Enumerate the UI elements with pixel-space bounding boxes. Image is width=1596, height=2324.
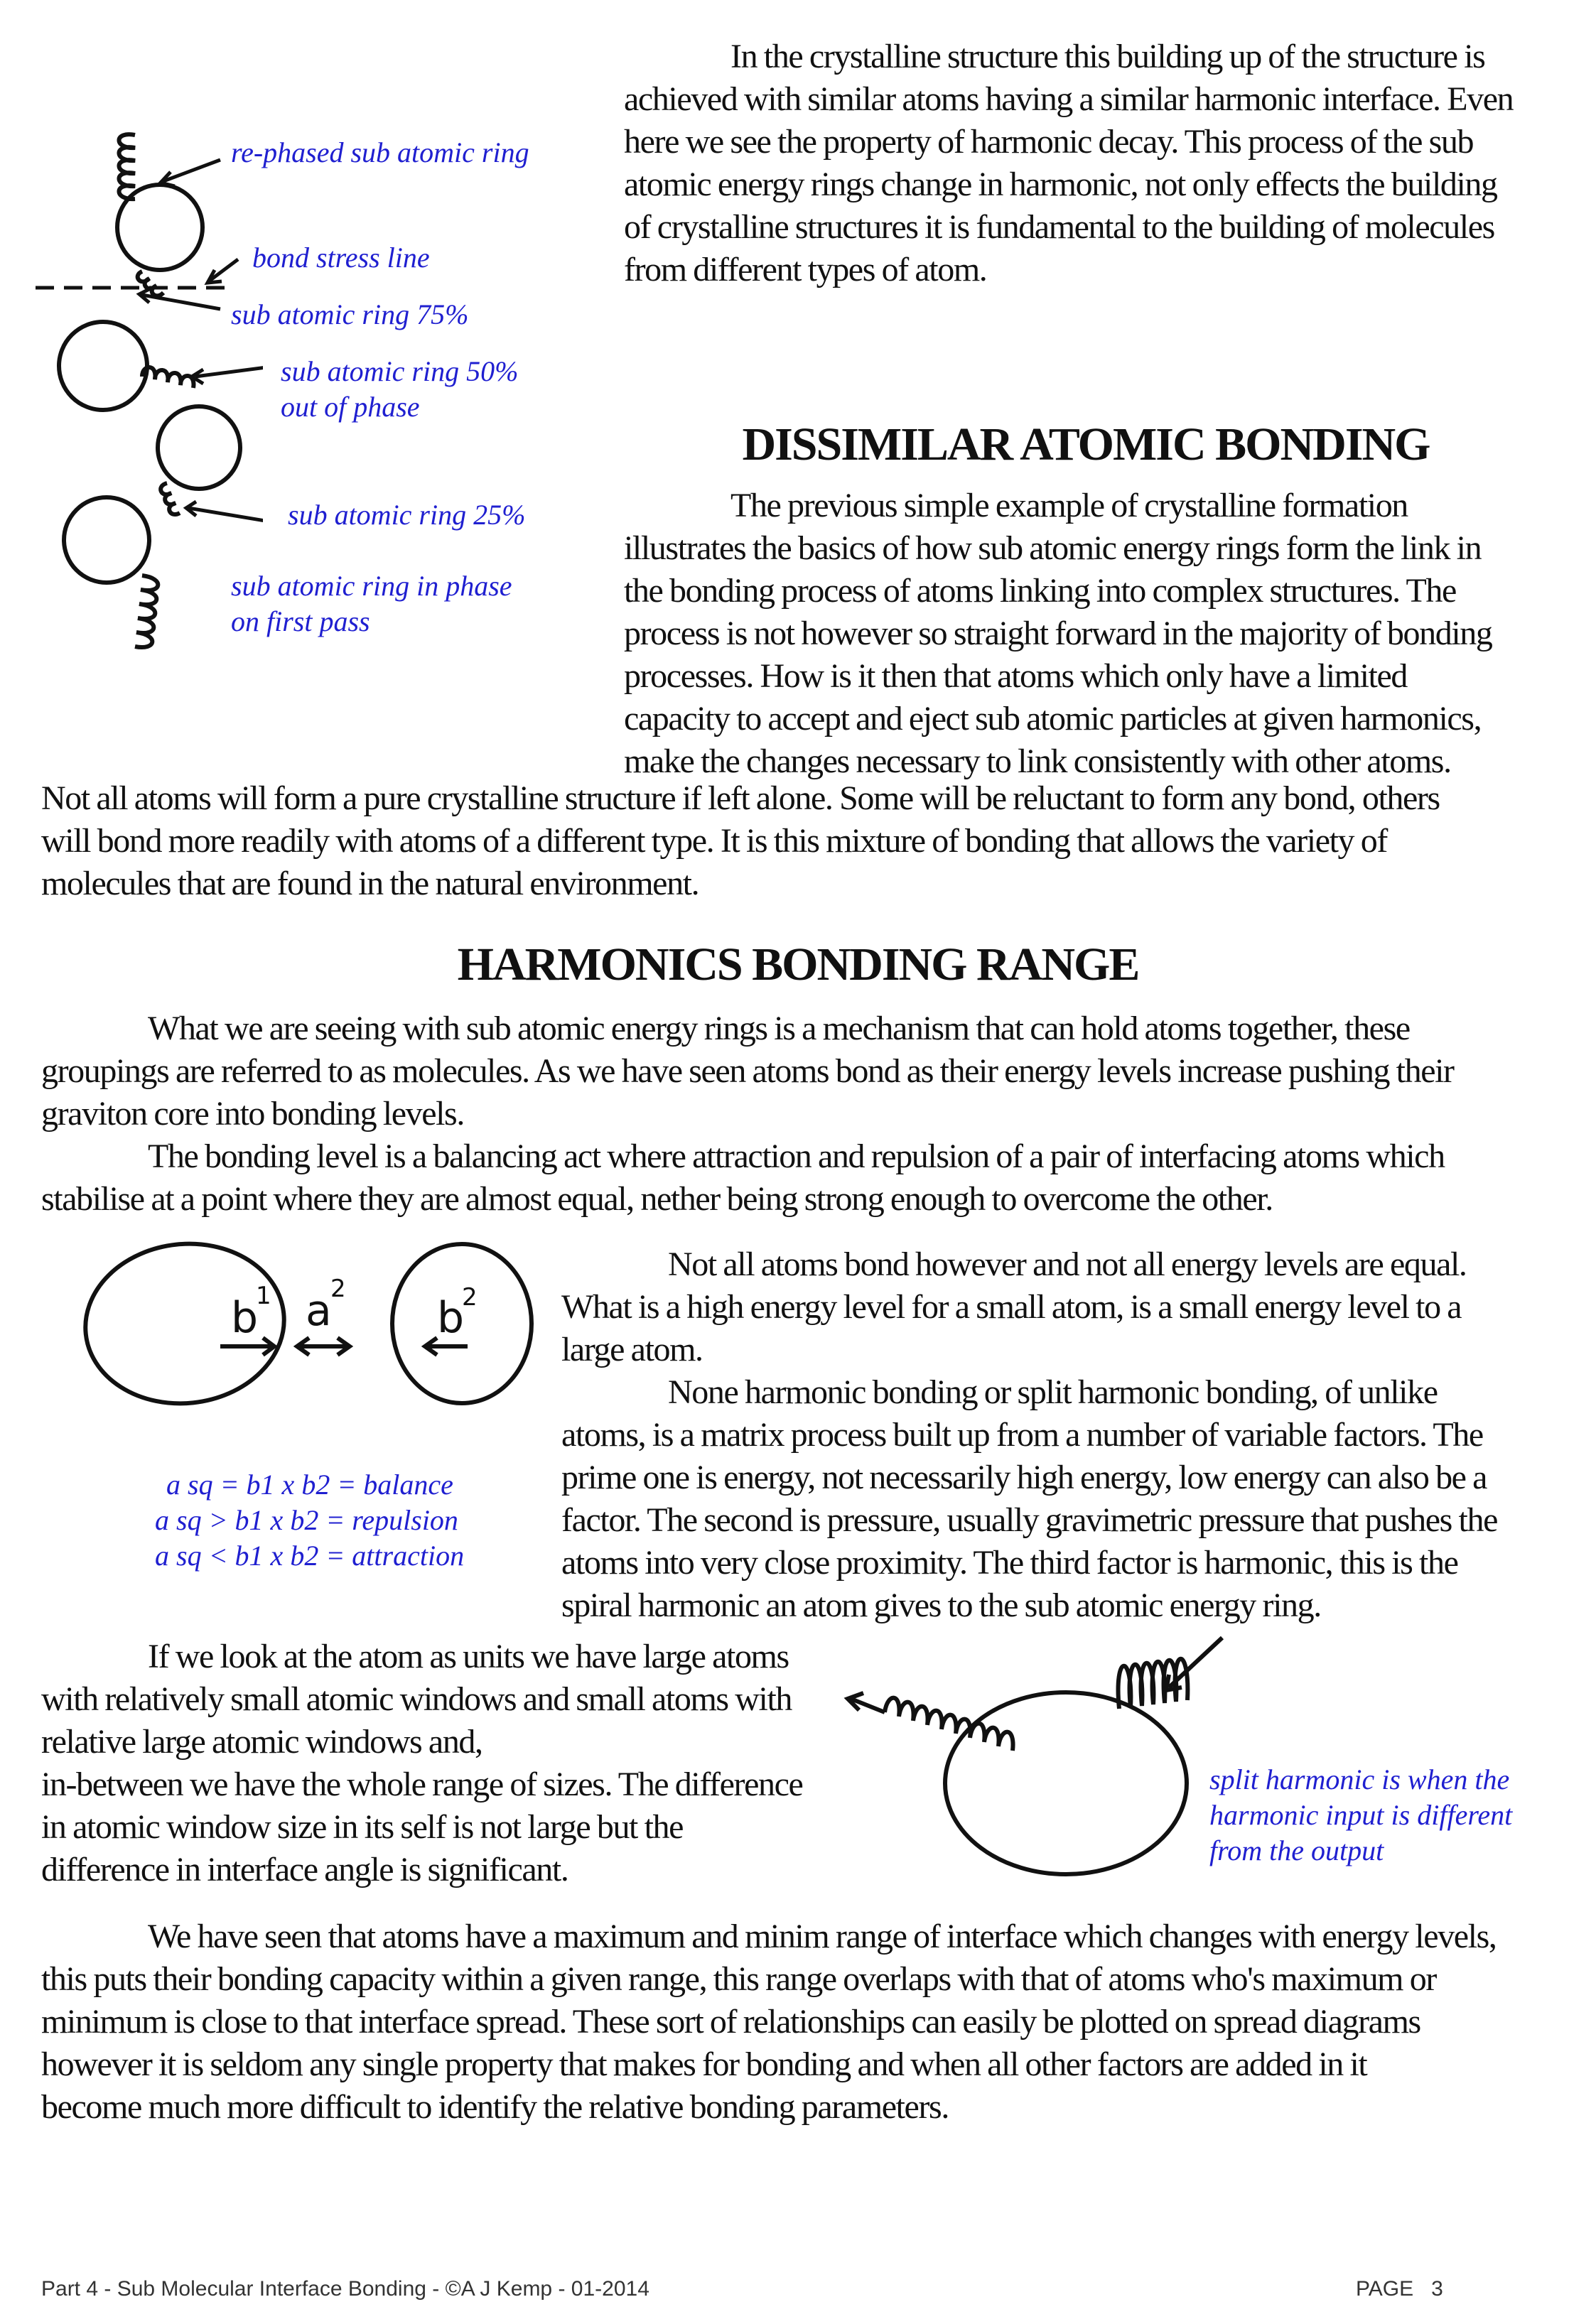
- split-harmonic-caption: split harmonic is when the harmonic input is different from the output: [1209, 1763, 1513, 1866]
- atom-units-paragraph: If we look at the atom as units we have large atoms with relatively small atomic windows and small atoms with relative large atomic windows and, in-between we have the whole range of sizes. The difference in atomic window size in its self is not large but the difference in interface angle is significant.: [41, 1638, 803, 1888]
- page-label: PAGE: [1356, 2277, 1414, 2301]
- label-ring-25: sub atomic ring 25%: [288, 499, 526, 531]
- mark-b2: b: [437, 1293, 465, 1343]
- label-bond-stress-line: bond stress line: [252, 242, 430, 274]
- atom-ring-2: [59, 322, 147, 410]
- balance-equations: a sq = b1 x b2 = balance a sq > b1 x b2 = repulsion a sq < b1 x b2 = attraction: [155, 1469, 465, 1572]
- atom-ring-3: [158, 406, 240, 489]
- input-spring: [848, 1693, 1013, 1751]
- dissimilar-paragraph: The previous simple example of crystalline formation illustrates the basics of how sub atomic energy rings form the link in the bonding process of atoms linking into complex structures. The process is not however so straight forward in the majority of bonding processes. How is it then that atoms which only have a limited capacity to accept and eject sub atomic particles at given harmonics, make the changes necessary to link consistently with other atoms.: [624, 487, 1492, 780]
- left-atom: [77, 1240, 292, 1413]
- label-ring-50: sub atomic ring 50% out of phase: [281, 355, 519, 423]
- crystalline-paragraph: In the crystalline structure this building up of the structure is achieved with similar atoms having a similar harmonic interface. Even here we see the property of harmonic decay. This process of the sub atomic energy rings change in harmonic, not only effects the building of crystalline structures it is fundamental to the building of molecules from different types of atom.: [624, 38, 1514, 288]
- mark-b1-sup: 1: [256, 1282, 271, 1310]
- page-number: 3: [1431, 2277, 1443, 2301]
- heading-dissimilar-atomic-bonding: DISSIMILAR ATOMIC BONDING: [742, 418, 1430, 470]
- harmonics-paragraph-1: What we are seeing with sub atomic energy rings is a mechanism that can hold atoms together, these groupings are referred to as molecules. As we have seen atoms bond as their energy levels increase pushing their graviton core into bonding levels. The bonding level is a balancing act where attraction and repulsion of a pair of interfacing atoms which stabilise at a point where they are almost equal, nether being strong enough to overcome the other.: [41, 1010, 1454, 1218]
- split-harmonic-atom: [945, 1692, 1187, 1874]
- atom-ring-1: [117, 185, 203, 270]
- heading-harmonics-bonding-range: HARMONICS BONDING RANGE: [457, 939, 1139, 990]
- interface-range-paragraph: We have seen that atoms have a maximum and minim range of interface which changes with energy levels, this puts their bonding capacity within a given range, this range overlaps with that of atoms who's maximum or minimum is close to that interface spread. These sort of relationships can easily be plotted on spread diagrams however it is seldom any single property that makes for bonding and when all other factors are added in it become much more difficult to identify the relative bonding parameters.: [41, 1918, 1497, 2126]
- not-all-atoms-paragraph: Not all atoms will form a pure crystalline structure if left alone. Some will be reluctant to form any bond, others will bond more readily with atoms of a different type. It is this mixture of bonding that allows the variety of molecules that are found in the natural environment.: [41, 779, 1440, 902]
- mark-a: a: [306, 1286, 332, 1336]
- atom-ring-4: [64, 497, 149, 583]
- ring-chain-diagram: [36, 121, 263, 675]
- label-ring-in-phase: sub atomic ring in phase on first pass: [231, 570, 512, 637]
- two-atom-balance-diagram: [43, 1240, 540, 1474]
- top-spring: [119, 134, 136, 199]
- footer-credit: Part 4 - Sub Molecular Interface Bonding - ©A J Kemp - 01-2014: [41, 2277, 649, 2301]
- energy-levels-paragraph: Not all atoms bond however and not all energy levels are equal. What is a high energy level for a small atom, is a small energy level to a large atom. None harmonic bonding or split harmonic bonding, of unlike atoms, is a matrix process built up from a number of variable factors. The prime one is energy, not necessarily high energy, low energy can also be a factor. The second is pressure, usually gravimetric pressure that pushes the atoms into very close proximity. The third factor is harmonic, this is the spiral harmonic an atom gives to the sub atomic energy ring.: [561, 1245, 1497, 1624]
- mark-a-sup: 2: [330, 1275, 346, 1303]
- label-rephased-ring: re-phased sub atomic ring: [231, 136, 529, 168]
- mark-b1: b: [231, 1293, 259, 1343]
- mark-b2-sup: 2: [462, 1283, 478, 1312]
- output-spring: [1118, 1638, 1222, 1709]
- label-ring-75: sub atomic ring 75%: [231, 298, 469, 330]
- footer-page: [1356, 2277, 1443, 2301]
